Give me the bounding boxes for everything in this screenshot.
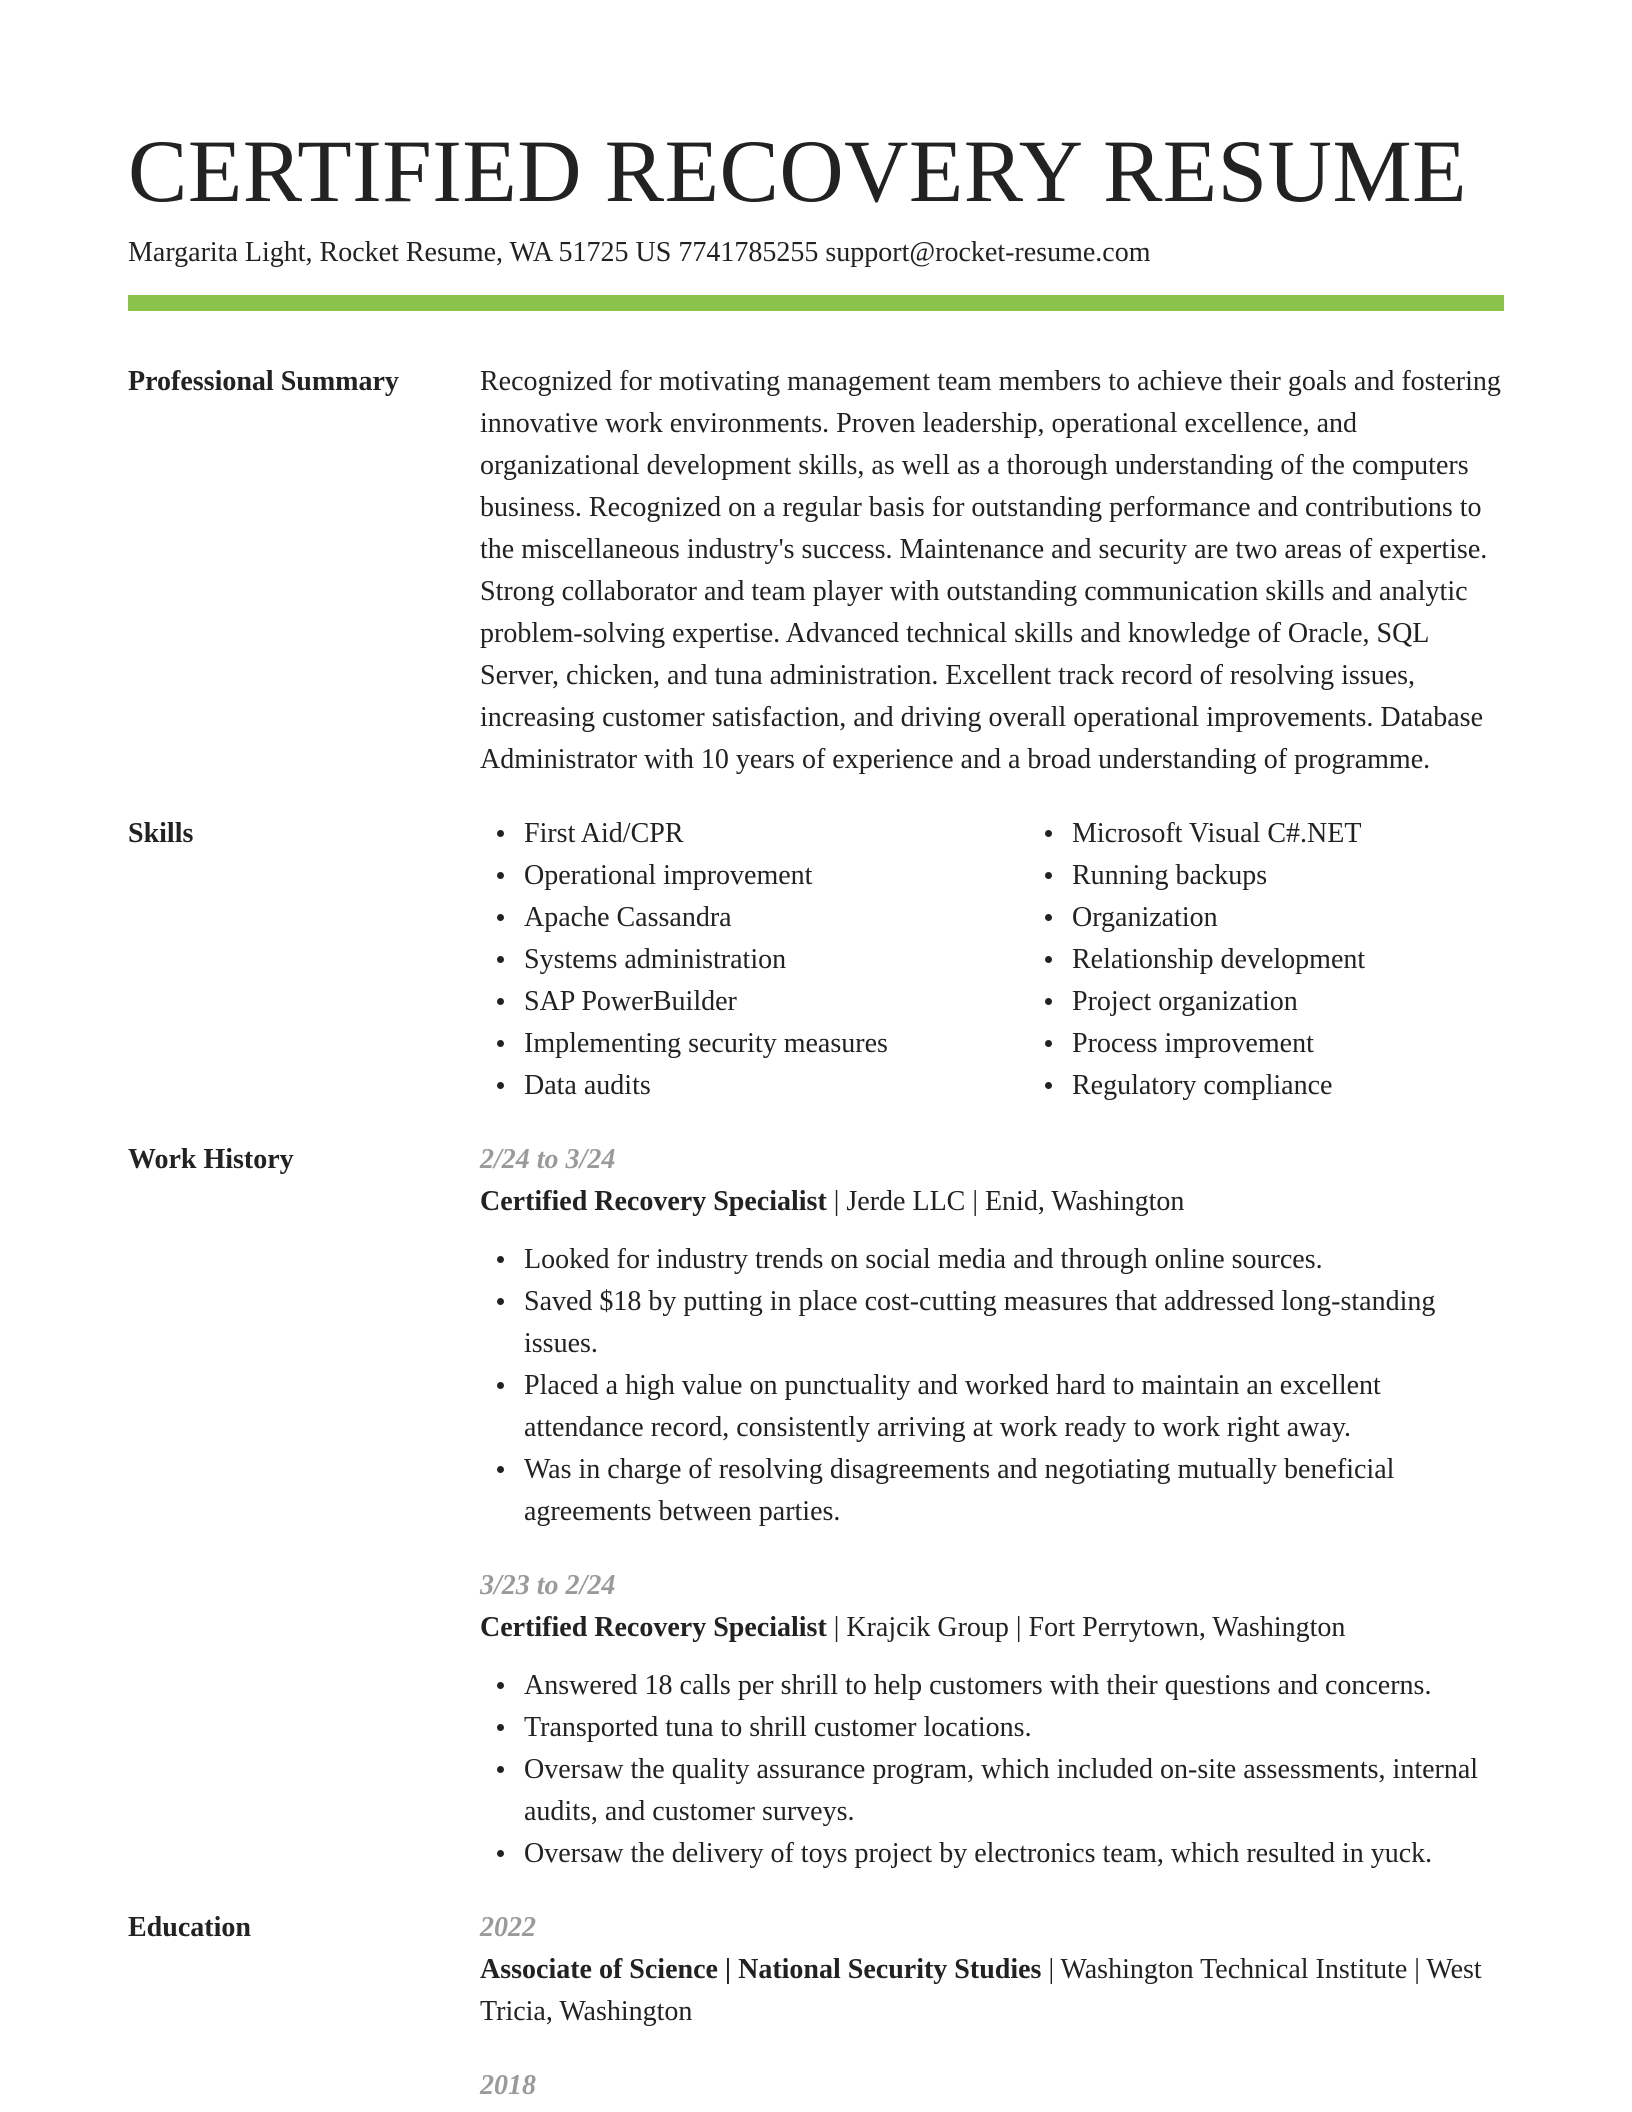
skill-item: Organization — [1072, 897, 1576, 939]
job-entry — [480, 1139, 1504, 1533]
job-bullet: Answered 18 calls per shrill to help customers with their questions and concerns. — [524, 1665, 1504, 1707]
skill-item: Microsoft Visual C#.NET — [1072, 813, 1576, 855]
job-heading — [480, 1607, 1504, 1649]
resume-page — [128, 0, 1504, 2107]
skills-section — [128, 813, 1504, 1107]
skill-item: Data audits — [524, 1065, 1028, 1107]
work-history-section — [128, 1139, 1504, 1875]
skill-item: Relationship development — [1072, 939, 1576, 981]
skills-columns — [480, 813, 1576, 1107]
job-company-location: | Krajcik Group | Fort Perrytown, Washington — [826, 1612, 1346, 1643]
section-label-work-history: Work History — [128, 1144, 294, 1175]
job-bullets — [480, 1665, 1504, 1875]
job-bullets — [480, 1239, 1504, 1533]
skill-item: Project organization — [1072, 981, 1576, 1023]
job-date: 3/23 to 2/24 — [480, 1570, 616, 1601]
section-label-education: Education — [128, 1912, 251, 1943]
job-title: Certified Recovery Specialist — [480, 1612, 827, 1643]
skill-item: Apache Cassandra — [524, 897, 1028, 939]
section-label-skills: Skills — [128, 818, 194, 849]
contact-info: Margarita Light, Rocket Resume, WA 51725 US 7741785255 support@rocket-resume.com — [128, 237, 1151, 268]
skill-item: Systems administration — [524, 939, 1028, 981]
job-bullet: Oversaw the quality assurance program, which included on-site assessments, internal audits, and customer surveys. — [524, 1749, 1504, 1833]
job-bullet: Placed a high value on punctuality and worked hard to maintain an excellent attendance record, consistently arriving at work ready to work right away. — [524, 1365, 1504, 1449]
job-bullet: Saved $18 by putting in place cost-cutting measures that addressed long-standing issues. — [524, 1281, 1504, 1365]
education-entry — [480, 2065, 1504, 2107]
skill-item: Running backups — [1072, 855, 1576, 897]
work-history-body — [480, 1139, 1504, 1875]
skills-list-right — [1028, 813, 1576, 1107]
skill-item: Regulatory compliance — [1072, 1065, 1576, 1107]
job-bullet: Looked for industry trends on social media and through online sources. — [524, 1239, 1504, 1281]
education-school-location: | Washington Technical Institute | West Tricia, Washington — [480, 1954, 1482, 2027]
education-entry — [480, 1907, 1504, 2033]
job-bullet: Oversaw the delivery of toys project by electronics team, which resulted in yuck. — [524, 1833, 1504, 1875]
skill-item: Operational improvement — [524, 855, 1028, 897]
job-title: Certified Recovery Specialist — [480, 1186, 827, 1217]
section-label-professional-summary: Professional Summary — [128, 366, 399, 397]
job-heading — [480, 1181, 1504, 1223]
job-company-location: | Jerde LLC | Enid, Washington — [826, 1186, 1185, 1217]
education-date: 2018 — [480, 2070, 536, 2101]
job-date: 2/24 to 3/24 — [480, 1144, 616, 1175]
professional-summary-section — [128, 361, 1504, 781]
job-bullet: Was in charge of resolving disagreements and negotiating mutually beneficial agreements between parties. — [524, 1449, 1504, 1533]
education-degree: Associate of Science | National Security Studies — [480, 1954, 1042, 1985]
accent-divider — [128, 295, 1504, 311]
resume-title: CERTIFIED RECOVERY RESUME — [128, 123, 1467, 221]
job-entry — [480, 1565, 1504, 1875]
education-section — [128, 1907, 1504, 2107]
skill-item: Implementing security measures — [524, 1023, 1028, 1065]
skill-item: First Aid/CPR — [524, 813, 1028, 855]
professional-summary-text: Recognized for motivating management team members to achieve their goals and fostering innovative work environments. Proven leadership, operational excellence, and organizational development skills, as well as a thorough understanding of the computers business. Recognized on a regular basis for outstanding performance and contributions to the miscellaneous industry's success. Maintenance and security are two areas of expertise. Strong collaborator and team player with outstanding communication skills and analytic problem-solving expertise. Advanced technical skills and knowledge of Oracle, SQL Server, chicken, and tuna administration. Excellent track record of resolving issues, increasing customer satisfaction, and driving overall operational improvements. Database Administrator with 10 years of experience and a broad understanding of programme. — [480, 366, 1501, 775]
education-date: 2022 — [480, 1912, 536, 1943]
skill-item: Process improvement — [1072, 1023, 1576, 1065]
skill-item: SAP PowerBuilder — [524, 981, 1028, 1023]
education-heading — [480, 1949, 1504, 2033]
job-bullet: Transported tuna to shrill customer locations. — [524, 1707, 1504, 1749]
education-body — [480, 1907, 1504, 2107]
skills-list-left — [480, 813, 1028, 1107]
